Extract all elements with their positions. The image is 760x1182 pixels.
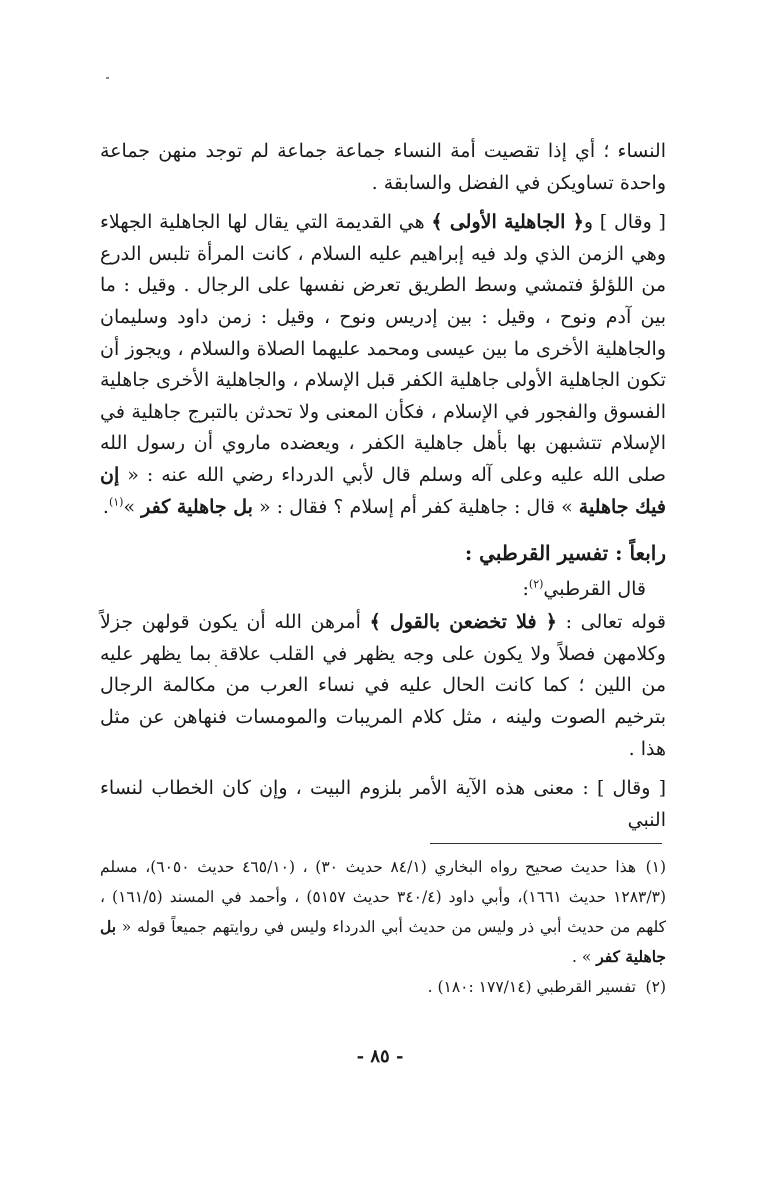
- paragraph-4: [ وقال ] : معنى هذه الآية الأمر بلزوم البيت ، وإن كان الخطاب لنساء النبي: [100, 777, 666, 831]
- footnote-text: هذا حديث صحيح رواه البخاري (٨٤/١ حديث ٣٠) ، (٤٦٥/١٠ حديث ٦٠٥٠)، مسلم (١٢٨٣/٣ حديث ١٦٦١)، وأبي داود (٣٤٠/٤ حديث ٥١٥٧) ، وأحمد في المسند (١٦١/٥) ، كلهم من حديث أبي ذر وليس من حديث أبي الدرداء وليس في روايتهم جميعاً قوله «: [100, 858, 666, 936]
- footnote-text: تفسير القرطبي (١٧٧/١٤ :١٨٠) .: [427, 978, 636, 996]
- page-number: - ٨٥ -: [356, 1046, 404, 1067]
- footnote-ref-1[interactable]: (١): [108, 495, 124, 509]
- section-label: رابعاً :: [615, 541, 666, 566]
- quran-term-jahiliyya: ﴿ الجاهلية الأولى ﴾: [431, 211, 584, 234]
- quran-term-khudu: ﴿ فلا تخضعن بالقول ﴾: [369, 611, 557, 634]
- hadith-quote-2: بل جاهلية كفر: [141, 495, 253, 518]
- footnote-text-end: » .: [571, 948, 597, 966]
- paragraph-2: [100, 207, 666, 523]
- footnote-2: [100, 972, 666, 1002]
- p2-close: »: [123, 495, 142, 518]
- p2-body: هي القديمة التي يقال لها الجاهلية الجهلاء وهي الزمن الذي ولد فيه إبراهيم عليه السلام ، كانت المرأة تلبس الدرع من اللؤلؤ فتمشي وسط الطريق تعرض نفسها على الرجال . وقيل : ما بين آدم ونوح ، وقيل : بين إدريس ونوح ، وقيل : زمن داود وسليمان والجاهلية الأخرى ما بين عيسى ومحمد عليهما الصلاة والسلام ، ويجوز أن تكون الجاهلية الأولى جاهلية الكفر قبل الإسلام ، والجاهلية الأخرى جاهلية الفسوق والفجور في الإسلام ، فكأن المعنى ولا تحدثن بالتبرج جاهلية في الإسلام تتشبهن بها بأهل جاهلية الكفر ، ويعضده ماروي أن رسول الله صلى الله عليه وعلى آله وسلم قال لأبي الدرداء رضي الله عنه : «: [100, 211, 666, 486]
- footnote-number: (٢): [645, 978, 666, 996]
- scan-speck: [106, 77, 109, 79]
- p2-middle: » قال : جاهلية كفر أم إسلام ؟ فقال : «: [252, 495, 579, 518]
- qurtubi-intro: قال القرطبي$^{(٢)}$:: [522, 577, 646, 601]
- main-text: [100, 136, 666, 836]
- footnotes: [100, 852, 666, 1002]
- p2-end: .: [102, 495, 109, 518]
- section-title: تفسير القرطبي :: [464, 541, 616, 566]
- p5-opening: قوله تعالى :: [556, 611, 666, 634]
- paragraph-1: النساء ؛ أي إذا تقصيت أمة النساء جماعة جماعة لم توجد منهن جماعة واحدة تساويكن في الفضل والسابقة .: [100, 140, 666, 194]
- hadith-quote-1: إن فيك جاهلية: [100, 463, 666, 518]
- footnote-bold: بل جاهلية كفر: [100, 917, 666, 966]
- qurtubi-said: قال القرطبي: [543, 578, 646, 601]
- footnote-divider: [430, 843, 662, 844]
- footnote-ref-2[interactable]: (٢): [528, 577, 544, 591]
- paragraph-3: [100, 607, 666, 765]
- p5-body: أمرهن الله أن يكون قولهن جزلاً وكلامهن فصلاً ولا يكون على وجه يظهر في القلب علاقة بما يظهر عليه من اللين ؛ كما كانت الحال عليه في نساء العرب من مكالمة الرجال بترخيم الصوت ولينه ، مثل كلام المريبات والمومسات فنهاهن عن مثل هذا .: [100, 611, 666, 760]
- section-heading: [100, 537, 666, 569]
- p2-opening: [ وقال ] و: [583, 211, 666, 234]
- footnote-number: (١): [645, 858, 667, 876]
- footnote-1: [100, 852, 666, 972]
